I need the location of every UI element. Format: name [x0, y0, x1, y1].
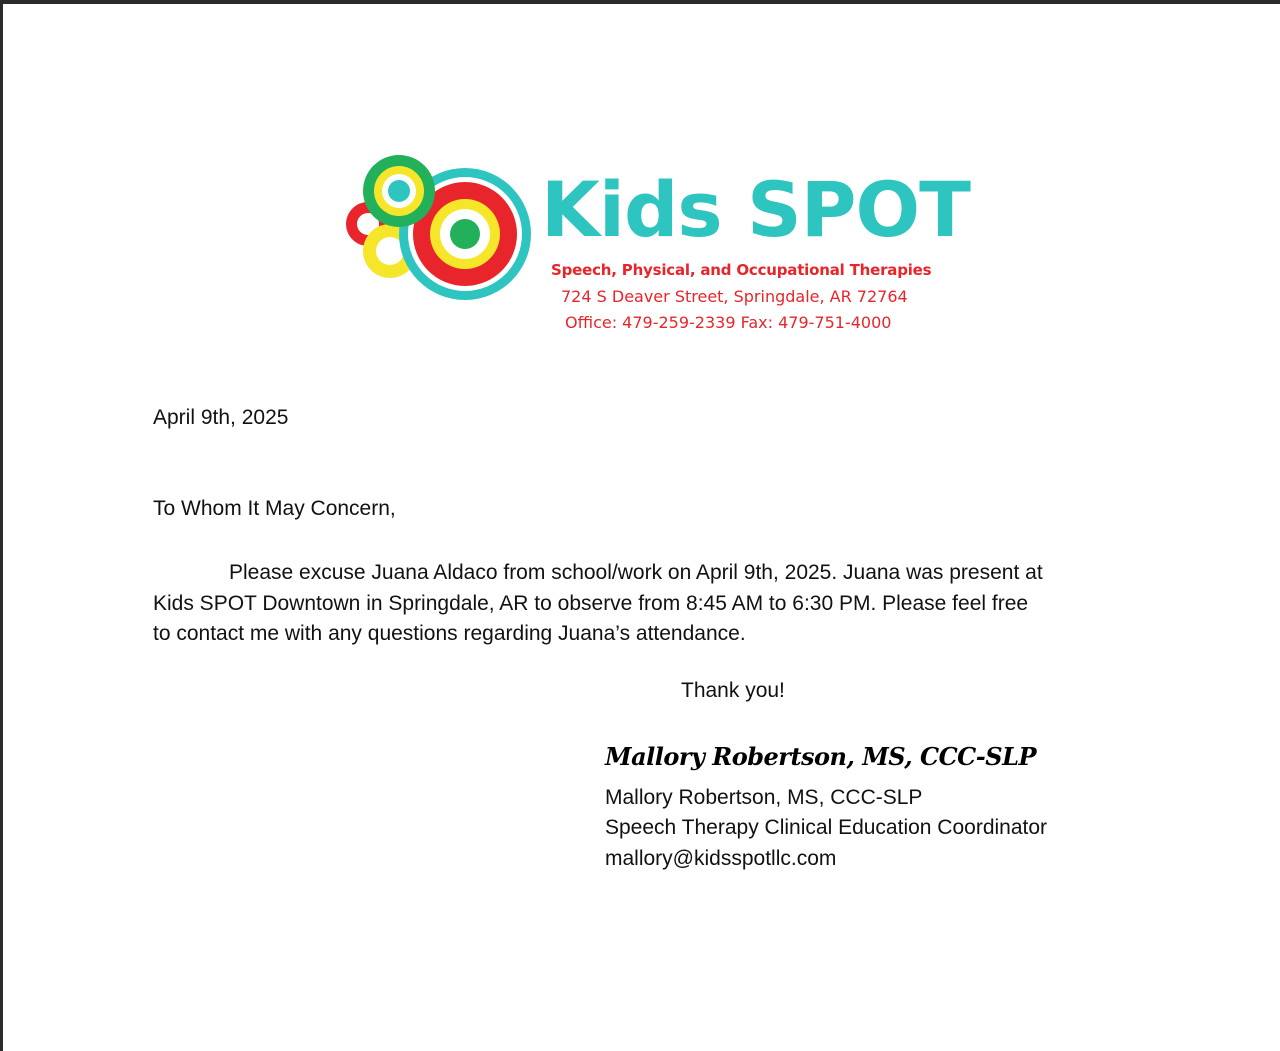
signer-title: Speech Therapy Clinical Education Coordinator [605, 816, 1048, 839]
brand-name: Kids SPOT [541, 165, 970, 254]
signer-name: Mallory Robertson, MS, CCC-SLP [605, 786, 923, 809]
office-contact: Office: 479-259-2339 Fax: 479-751-4000 [565, 313, 892, 332]
brand-tagline: Speech, Physical, and Occupational Therapies [551, 261, 932, 279]
office-address: 724 S Deaver Street, Springdale, AR 72764 [561, 287, 908, 306]
letter-date: April 9th, 2025 [153, 406, 289, 429]
kids-spot-logo-icon [343, 154, 533, 344]
letter-page [3, 4, 1280, 1051]
letter-body [153, 558, 1143, 650]
letterhead-logo [343, 154, 970, 344]
body-line: Kids SPOT Downtown in Springdale, AR to observe from 8:45 AM to 6:30 PM. Please feel free [153, 591, 1029, 615]
body-line: Please excuse Juana Aldaco from school/work on April 9th, 2025. Juana was present at [229, 561, 1043, 584]
letter-salutation: To Whom It May Concern, [153, 497, 396, 520]
signer-email: mallory@kidsspotllc.com [605, 847, 837, 870]
letter-closing: Thank you! [681, 679, 785, 702]
handwritten-signature: Mallory Robertson, MS, CCC-SLP [605, 742, 1036, 771]
body-line: to contact me with any questions regarding Juana’s attendance. [153, 622, 746, 645]
